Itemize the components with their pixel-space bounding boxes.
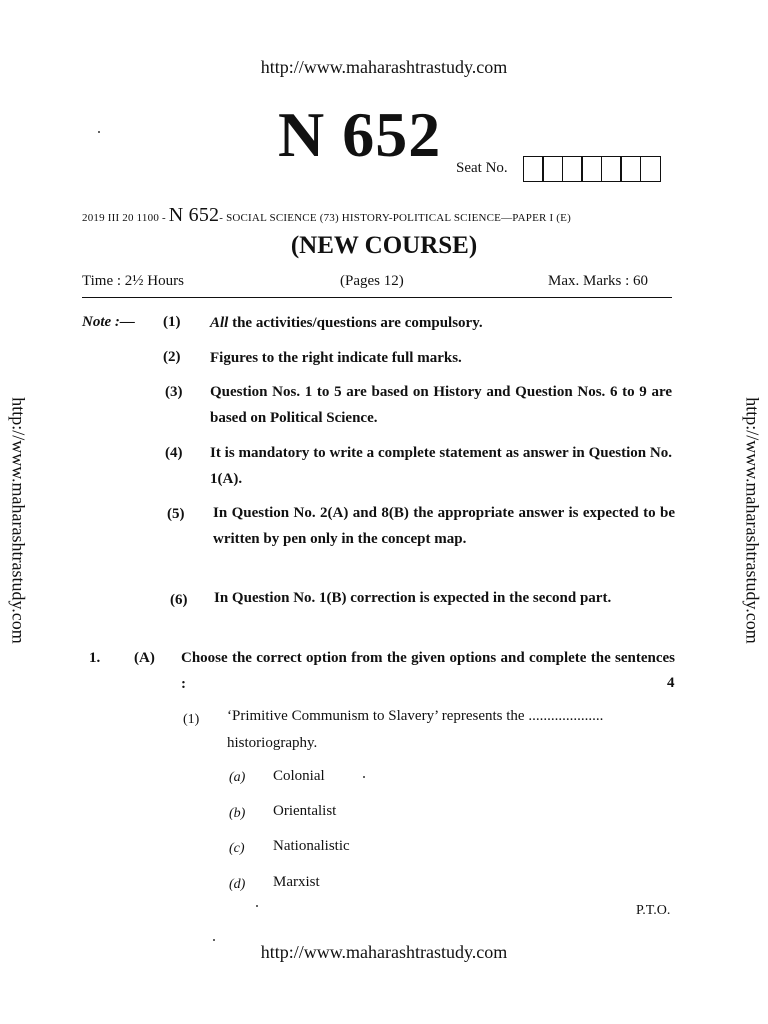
seat-box bbox=[562, 156, 583, 182]
note-text: In Question No. 2(A) and 8(B) the appropriate answer is expected to be written by pen only in the concept map. bbox=[213, 505, 675, 547]
speck bbox=[256, 905, 258, 907]
code-line-prefix: 2019 III 20 1100 - bbox=[82, 212, 169, 224]
note-text: It is mandatory to write a complete statement as answer in Question No. 1(A). bbox=[210, 445, 672, 487]
please-turn-over: P.T.O. bbox=[636, 903, 671, 918]
note-number: (1) bbox=[163, 314, 181, 330]
seat-box bbox=[542, 156, 563, 182]
paper-code: N 652 bbox=[278, 99, 442, 170]
seat-box bbox=[601, 156, 622, 182]
note-text: In Question No. 1(B) correction is expected in the second part. bbox=[214, 590, 612, 606]
option-text: Colonial bbox=[273, 768, 325, 784]
question-part: (A) bbox=[134, 650, 155, 666]
note-text: All the activities/questions are compulsory. bbox=[210, 315, 483, 331]
seat-number-boxes bbox=[524, 156, 661, 182]
left-side-watermark: http://www.maharashtrastudy.com bbox=[8, 397, 29, 644]
note-number: (3) bbox=[165, 384, 183, 400]
option-letter: (b) bbox=[229, 806, 246, 821]
option-letter: (d) bbox=[229, 877, 246, 892]
seat-box bbox=[620, 156, 641, 182]
option-text: Marxist bbox=[273, 874, 320, 890]
option-letter: (c) bbox=[229, 841, 245, 856]
option-text: Nationalistic bbox=[273, 838, 350, 854]
max-marks: Max. Marks : 60 bbox=[548, 273, 648, 289]
divider bbox=[82, 297, 672, 298]
page-count: (Pages 12) bbox=[340, 273, 404, 289]
note-lead: All bbox=[210, 315, 229, 331]
right-side-watermark: http://www.maharashtrastudy.com bbox=[742, 397, 763, 644]
seat-number-label: Seat No. bbox=[456, 160, 508, 176]
speck bbox=[363, 776, 365, 778]
course-title: (NEW COURSE) bbox=[290, 232, 478, 259]
note-label: Note :— bbox=[82, 314, 135, 330]
footer-url: http://www.maharashtrastudy.com bbox=[260, 942, 508, 962]
note-text: Figures to the right indicate full marks. bbox=[210, 350, 462, 366]
option-letter: (a) bbox=[229, 770, 246, 785]
header-url: http://www.maharashtrastudy.com bbox=[260, 57, 508, 77]
option-text: Orientalist bbox=[273, 803, 337, 819]
note-text: Question Nos. 1 to 5 are based on History and Question Nos. 6 to 9 are based on Political Science. bbox=[210, 384, 672, 426]
code-line-subject: - SOCIAL SCIENCE (73) HISTORY-POLITICAL SCIENCE—PAPER I (E) bbox=[219, 212, 571, 224]
note-number: (5) bbox=[167, 506, 185, 522]
seat-box bbox=[523, 156, 544, 182]
seat-box bbox=[640, 156, 661, 182]
sub-question-text: ‘Primitive Communism to Slavery’ represents the .................... historiography. bbox=[227, 708, 604, 751]
question-text: Choose the correct option from the given options and complete the sentences : bbox=[181, 650, 675, 692]
code-line-code: N 652 bbox=[168, 204, 220, 226]
note-number: (4) bbox=[165, 445, 183, 461]
sub-question-number: (1) bbox=[183, 712, 200, 727]
note-number: (6) bbox=[170, 592, 188, 608]
time-allowed: Time : 2½ Hours bbox=[82, 273, 184, 289]
speck bbox=[213, 939, 215, 941]
paper-code-line bbox=[82, 204, 571, 227]
note-number: (2) bbox=[163, 349, 181, 365]
seat-box bbox=[581, 156, 602, 182]
question-number: 1. bbox=[89, 650, 101, 666]
speck bbox=[98, 131, 100, 133]
question-marks: 4 bbox=[667, 675, 675, 691]
